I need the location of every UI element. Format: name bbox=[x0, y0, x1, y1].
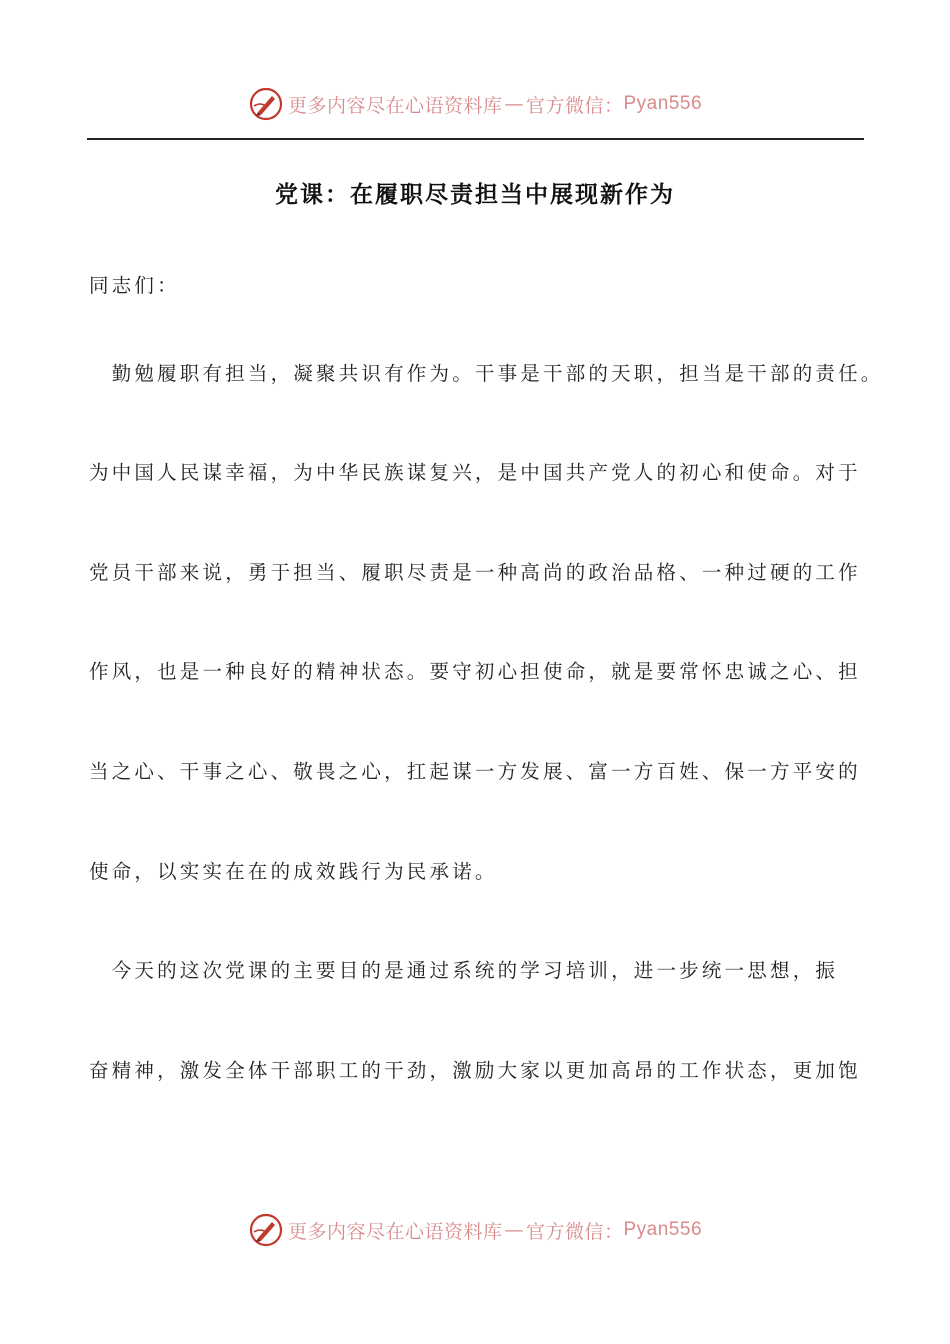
paragraph-line: 今天的这次党课的主要目的是通过系统的学习培训，进一步统一思想，振 bbox=[89, 959, 839, 982]
paragraph-line: 作风，也是一种良好的精神状态。要守初心担使命，就是要常怀忠诚之心、担 bbox=[89, 660, 861, 683]
header-banner bbox=[0, 82, 950, 126]
header-brand-text: 更多内容尽在心语资料库 bbox=[287, 94, 503, 117]
paragraph-line: 为中国人民谋幸福，为中华民族谋复兴，是中国共产党人的初心和使命。对于 bbox=[89, 461, 861, 484]
footer-wechat-label: 官方微信： bbox=[525, 1220, 624, 1243]
pen-logo-icon bbox=[248, 86, 284, 122]
document-title: 党课：在履职尽责担当中展现新作为 bbox=[275, 181, 675, 208]
footer-dash: — bbox=[504, 1219, 524, 1241]
header-rule bbox=[87, 138, 864, 140]
paragraph-line: 党员干部来说，勇于担当、履职尽责是一种高尚的政治品格、一种过硬的工作 bbox=[89, 561, 861, 584]
header-wechat-id: Pyan556 bbox=[623, 93, 703, 114]
footer-brand-text: 更多内容尽在心语资料库 bbox=[287, 1220, 503, 1243]
paragraph-line: 奋精神，激发全体干部职工的干劲，激励大家以更加高昂的工作状态，更加饱 bbox=[89, 1059, 861, 1082]
header-dash: — bbox=[504, 93, 524, 115]
paragraph-line: 勤勉履职有担当，凝聚共识有作为。干事是干部的天职，担当是干部的责任。 bbox=[89, 362, 884, 385]
footer-banner bbox=[0, 1208, 950, 1252]
footer-wechat-id: Pyan556 bbox=[623, 1219, 703, 1240]
paragraph-line: 使命，以实实在在的成效践行为民承诺。 bbox=[89, 860, 498, 883]
header-wechat-label: 官方微信： bbox=[525, 94, 624, 117]
pen-logo-icon bbox=[248, 1212, 284, 1248]
salutation: 同志们： bbox=[89, 274, 180, 297]
paragraph-line: 当之心、干事之心、敬畏之心，扛起谋一方发展、富一方百姓、保一方平安的 bbox=[89, 760, 861, 783]
